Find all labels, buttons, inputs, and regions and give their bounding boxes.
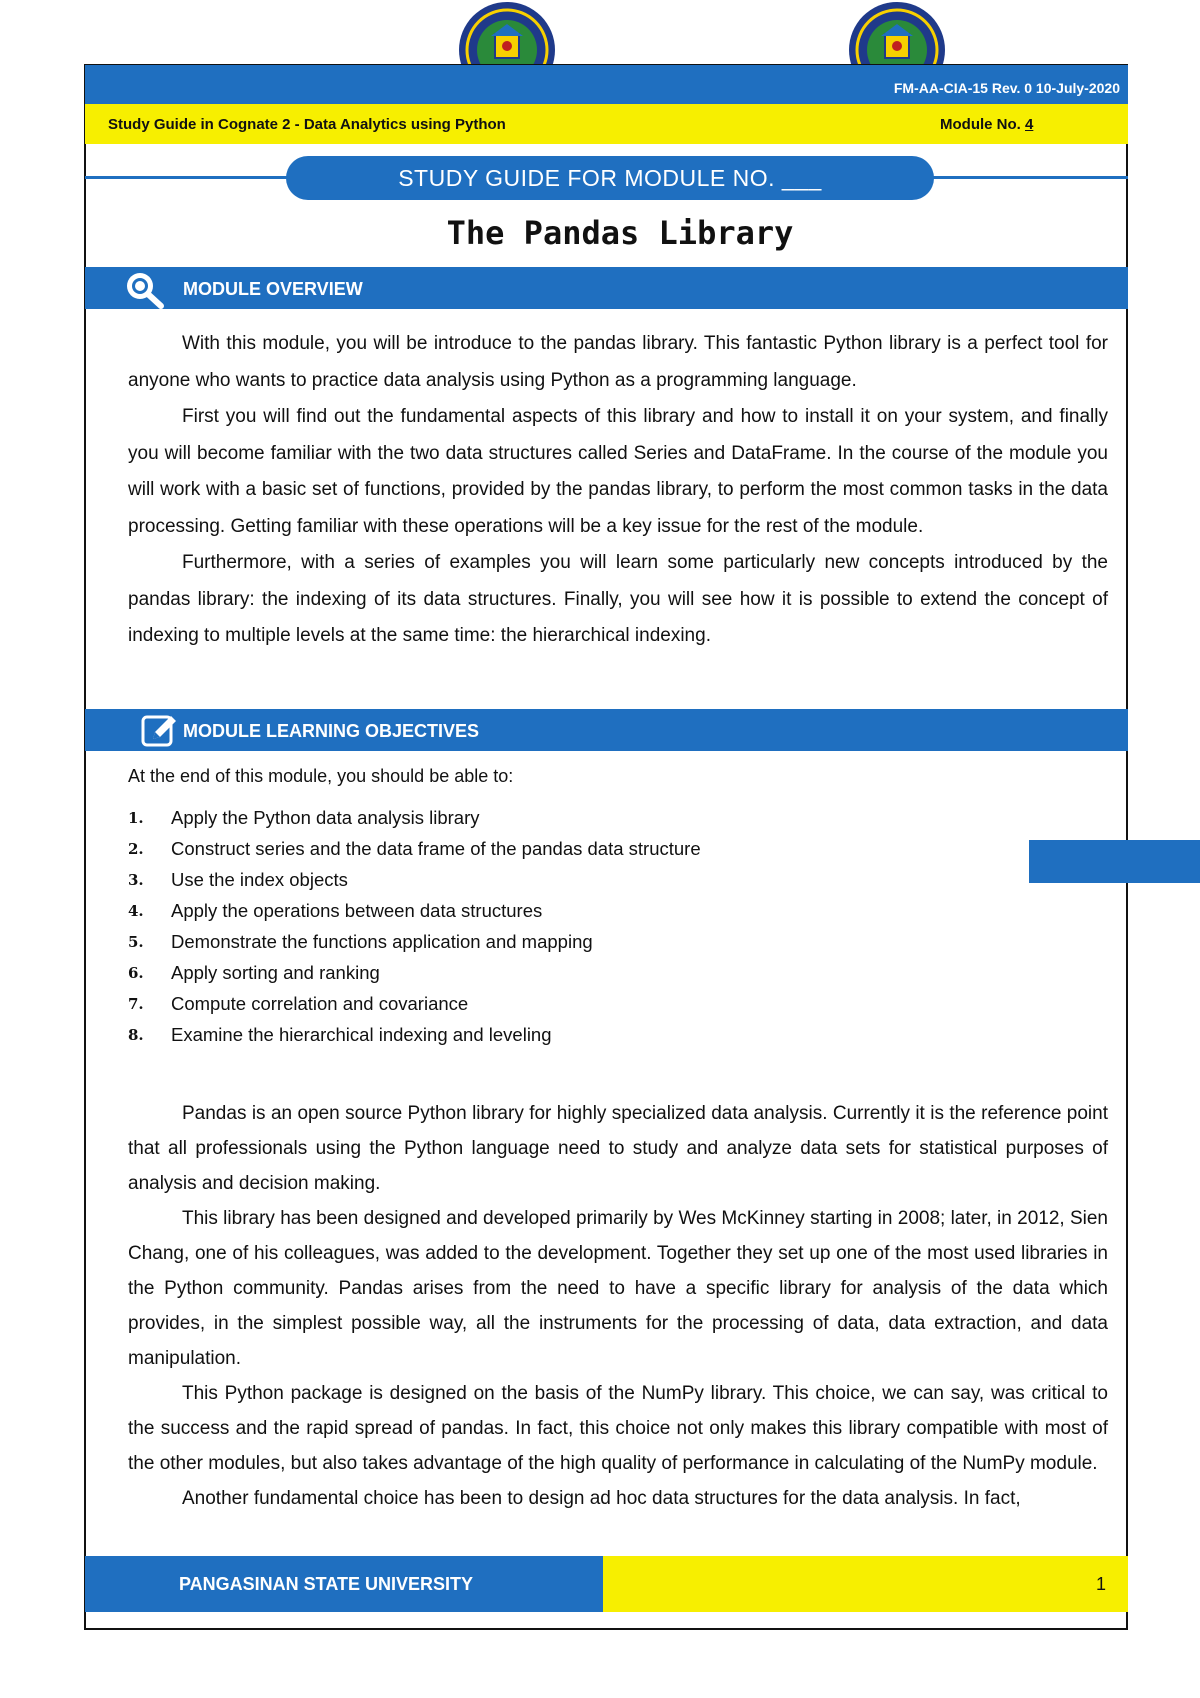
body-paragraph: Another fundamental choice has been to design ad hoc data structures for the data analysis. In fact,: [182, 1488, 1021, 1509]
university-seal-left: [457, 0, 557, 66]
list-number: 7.: [128, 995, 144, 1013]
learning-objectives-header: [85, 709, 1128, 751]
footer-page-band: [603, 1556, 1128, 1612]
module-label: Module No.: [940, 116, 1025, 133]
overview-paragraph: With this module, you will be introduce to the pandas library. This fantastic Python library is a perfect tool for anyone who wants to practice data analysis using Python as a programming language.: [128, 333, 1108, 391]
module-number-value: 4: [1025, 116, 1034, 133]
list-text: Examine the hierarchical indexing and leveling: [171, 1024, 552, 1045]
list-number: 3.: [128, 871, 144, 889]
list-text: Construct series and the data frame of the pandas data structure: [171, 838, 701, 859]
overview-text: [128, 326, 1108, 655]
list-text: Apply sorting and ranking: [171, 962, 380, 983]
form-code: FM-AA-CIA-15 Rev. 0 10-July-2020: [893, 80, 1120, 96]
list-item: [128, 869, 701, 900]
list-text: Compute correlation and covariance: [171, 993, 469, 1014]
overview-paragraph: Furthermore, with a series of examples you will learn some particularly new concepts introduced by the pandas library: the indexing of its data structures. Finally, you will see how it is possible to extend the concept of indexing to multiple levels at the same time: the hierarchical indexing.: [128, 552, 1108, 646]
side-tab: [1029, 840, 1200, 883]
body-paragraph: Pandas is an open source Python library for highly specialized data analysis. Currently it is the reference point that all professionals using the Python language need to study and analyze data sets for statistical purposes of analysis and decision making.: [128, 1103, 1108, 1194]
page-number: 1: [1095, 1574, 1106, 1594]
list-number: 2.: [128, 840, 144, 858]
study-guide-banner: STUDY GUIDE FOR MODULE NO. ___: [286, 156, 934, 200]
footer-university-band: [85, 1556, 603, 1612]
list-number: 8.: [128, 1026, 144, 1044]
module-overview-header: [85, 267, 1128, 309]
list-number: 6.: [128, 964, 144, 982]
list-text: Use the index objects: [171, 869, 348, 890]
overview-paragraph: First you will find out the fundamental aspects of this library and how to install it on your system, and finally you will become familiar with the two data structures called Series and DataFrame. In the course of the module you will work with a basic set of functions, provided by the pandas library, to perform the most common tasks in the data processing. Getting familiar with these operations will be a key issue for the rest of the module.: [128, 406, 1108, 537]
banner-rule-right: [930, 176, 1128, 179]
body-paragraph: This library has been designed and developed primarily by Wes McKinney starting in 2008; later, in 2012, Sien Chang, one of his colleagues, was added to the development. Together they set up one of the most used libraries in the Python community. Pandas arises from the need to have a specific library for analysis of the data which provides, in the simplest possible way, all the instruments for the processing of data, data extraction, and data manipulation.: [128, 1208, 1108, 1369]
page-title: The Pandas Library: [446, 214, 794, 252]
pencil-note-icon: [141, 713, 179, 754]
list-item: [128, 807, 701, 838]
list-item: [128, 962, 701, 993]
list-text: Apply the operations between data structures: [171, 900, 543, 921]
university-name: PANGASINAN STATE UNIVERSITY: [179, 1574, 474, 1594]
banner-rule-left: [85, 176, 290, 179]
list-text: Apply the Python data analysis library: [171, 807, 480, 828]
list-number: 4.: [128, 902, 144, 920]
objectives-list: [128, 807, 701, 1055]
learning-objectives-heading: MODULE LEARNING OBJECTIVES: [183, 721, 480, 741]
list-item: [128, 1024, 701, 1055]
module-number: [940, 116, 1033, 133]
list-number: 1.: [128, 809, 144, 827]
list-text: Demonstrate the functions application and mapping: [171, 931, 593, 952]
body-text: [128, 1096, 1108, 1516]
list-item: [128, 993, 701, 1024]
list-number: 5.: [128, 933, 144, 951]
magnifier-icon: [123, 269, 167, 314]
objectives-intro: At the end of this module, you should be able to:: [128, 766, 514, 786]
list-item: [128, 900, 701, 931]
guide-title: Study Guide in Cognate 2 - Data Analytics using Python: [108, 116, 506, 133]
module-overview-heading: MODULE OVERVIEW: [183, 279, 363, 299]
body-paragraph: This Python package is designed on the basis of the NumPy library. This choice, we can say, was critical to the success and the rapid spread of pandas. In fact, this choice not only makes this library compatible with most of the other modules, but also takes advantage of the high quality of performance in calculating of the NumPy module.: [128, 1383, 1108, 1474]
list-item: [128, 931, 701, 962]
list-item: [128, 838, 701, 869]
university-seal-right: [847, 0, 947, 66]
